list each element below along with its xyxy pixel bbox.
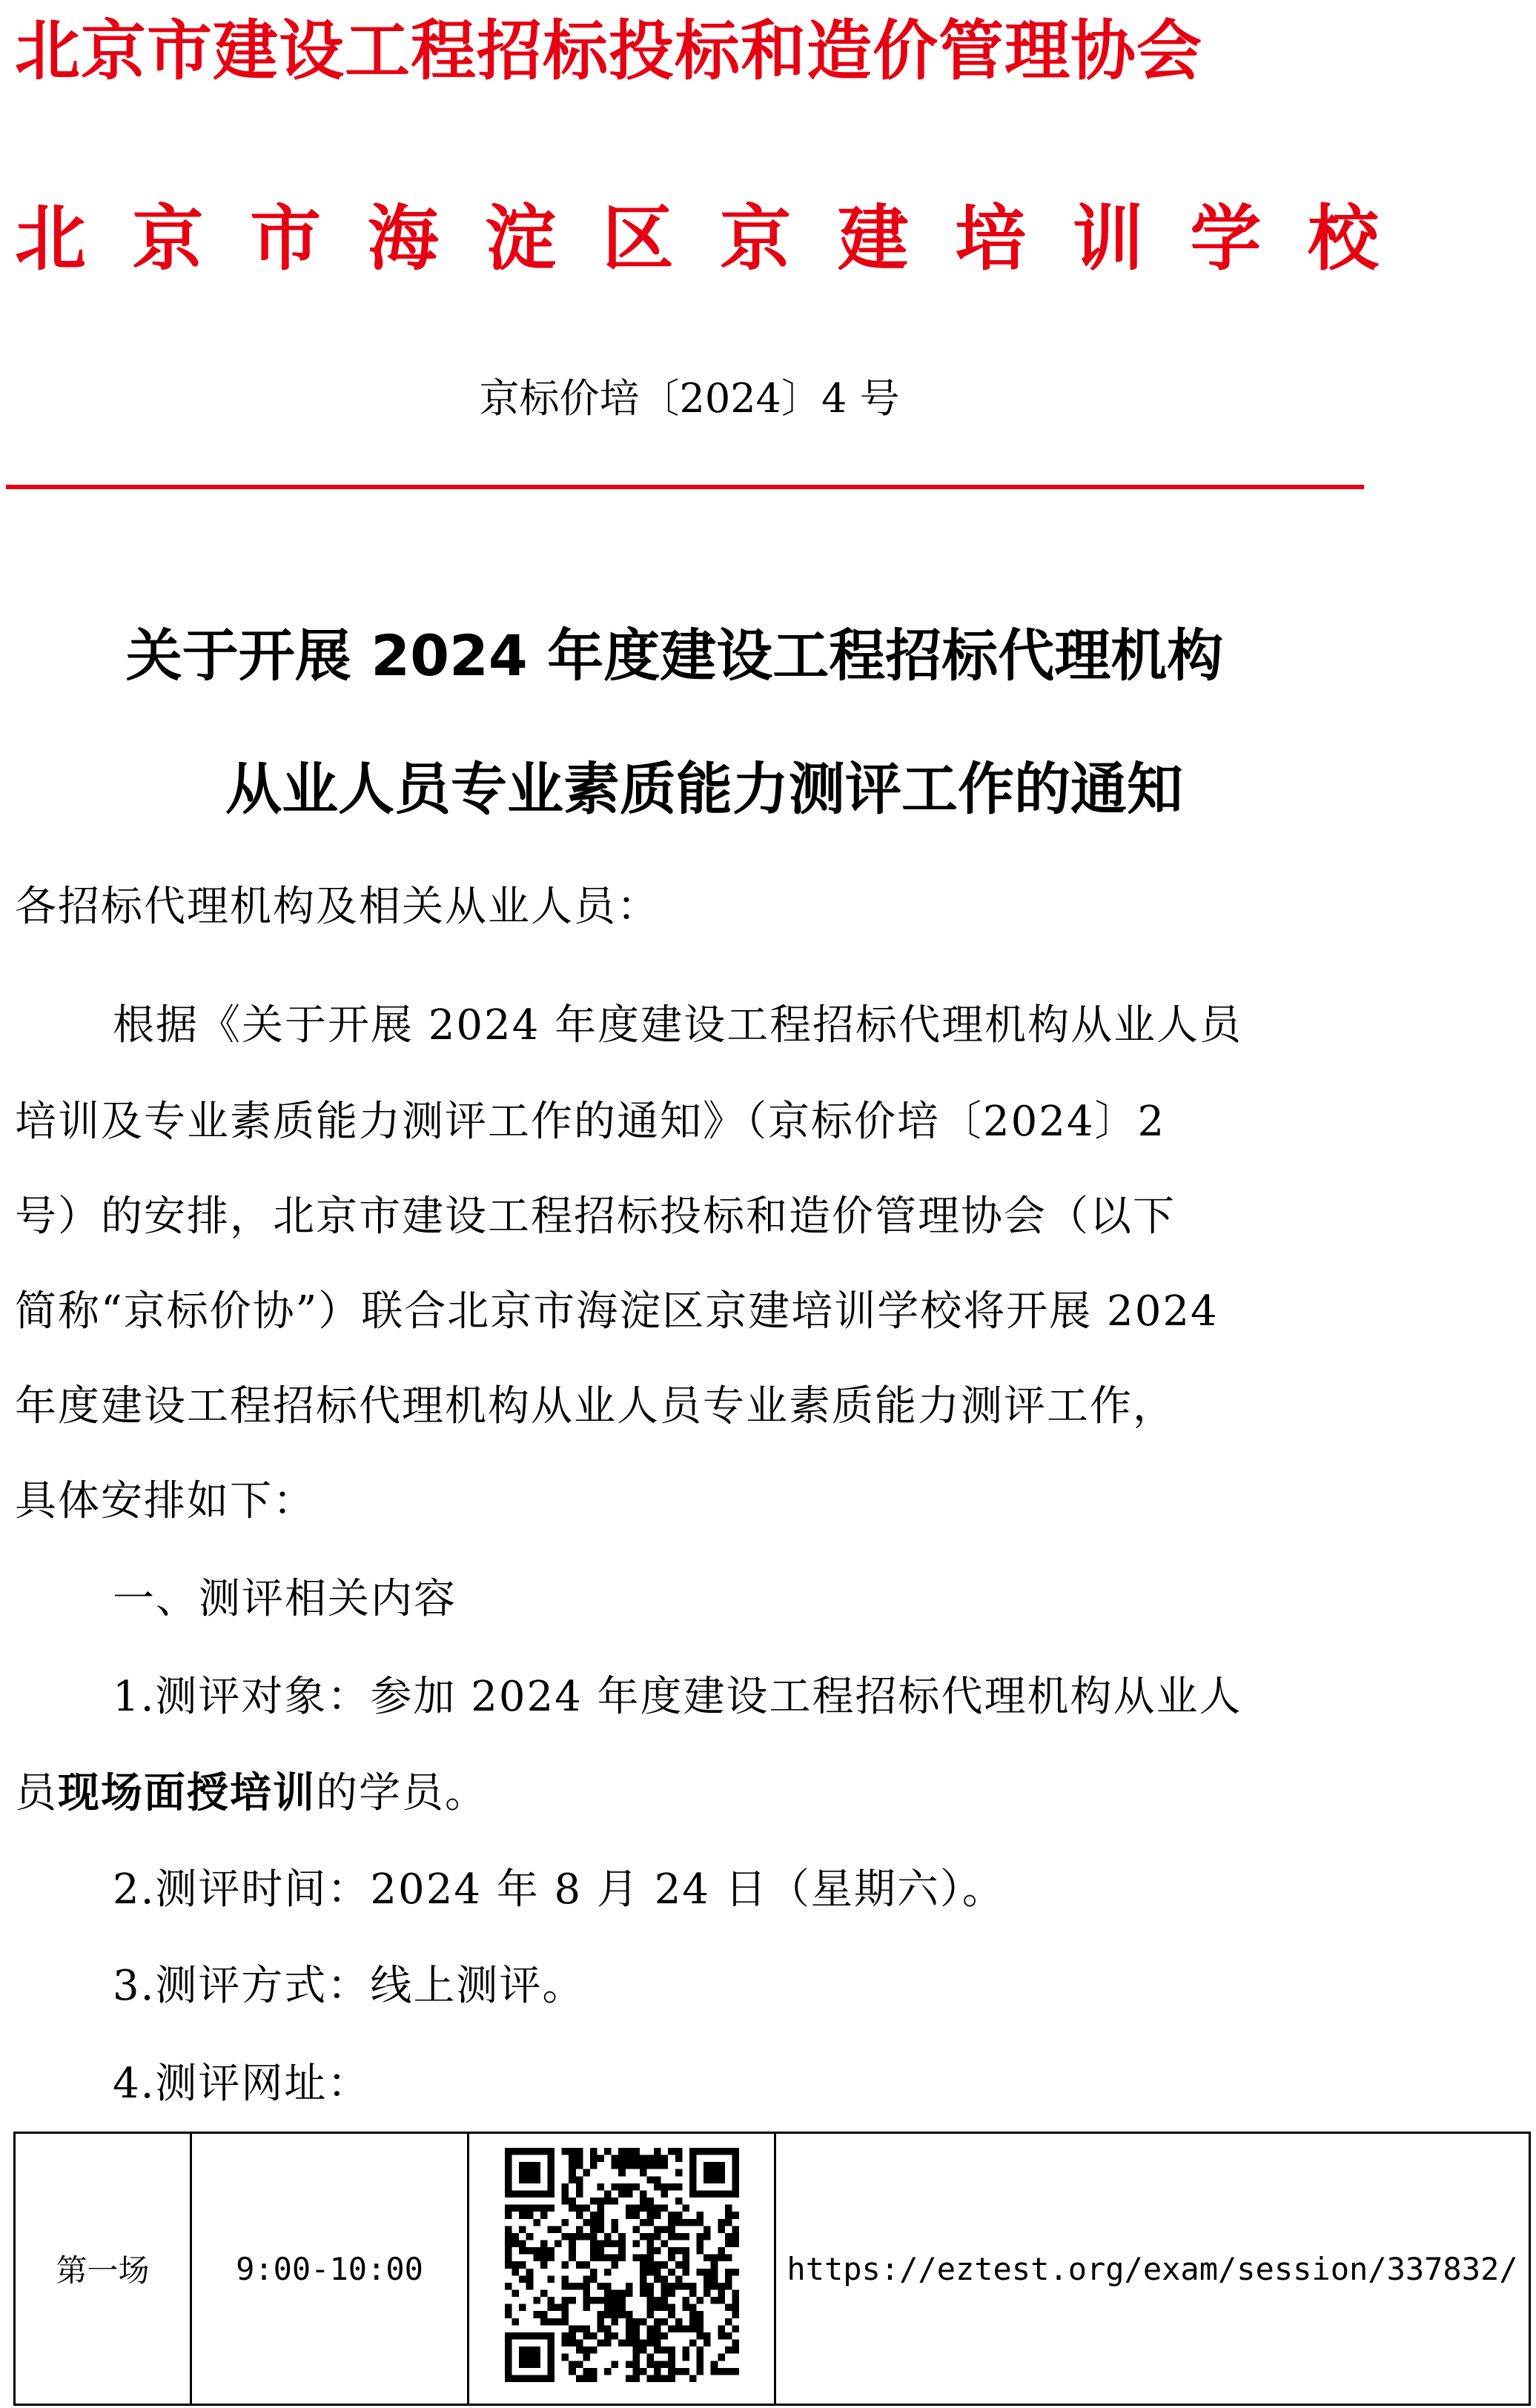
session-qr-cell [469, 2133, 775, 2405]
issuer-school-char: 淀 [485, 197, 557, 280]
intro-line: 号）的安排，北京市建设工程招标投标和造价管理协会（以下 [15, 1193, 1176, 1241]
issuer-school-char: 学 [1190, 197, 1262, 280]
session-url-link[interactable]: https://eztest.org/exam/session/337832/ [775, 2133, 1530, 2405]
item-1-line-2 [15, 1764, 1364, 1823]
intro-line: 具体安排如下： [15, 1477, 316, 1525]
session-table [13, 2132, 1531, 2406]
intro-line: 培训及专业素质能力测评工作的通知》（京标价培〔2024〕2 [15, 1098, 1166, 1146]
red-divider-line [6, 485, 1364, 489]
document-number: 京标价培〔2024〕4 号 [479, 375, 900, 422]
intro-line: 简称“京标价协”）联合北京市海淀区京建培训学校将开展 2024 [15, 1287, 1219, 1336]
issuer-school-char: 训 [1072, 197, 1144, 280]
issuer-school-char: 校 [1307, 197, 1379, 280]
item-3: 3.测评方式：线上测评。 [113, 1962, 586, 2010]
item-1-suffix: 的学员。 [316, 1769, 488, 1817]
table-row [15, 2133, 1530, 2405]
session-name: 第一场 [15, 2133, 191, 2405]
item-4: 4.测评网址： [113, 2060, 371, 2108]
notice-title-line-2: 从业人员专业素质能力测评工作的通知 [225, 756, 1183, 822]
salutation: 各招标代理机构及相关从业人员： [15, 883, 660, 931]
issuer-school-char: 海 [367, 197, 439, 280]
item-1-line-1: 1.测评对象：参加 2024 年度建设工程招标代理机构从业人 [113, 1673, 1242, 1721]
intro-line: 年度建设工程招标代理机构从业人员专业素质能力测评工作， [15, 1382, 1176, 1430]
notice-title-line-1: 关于开展 2024 年度建设工程招标代理机构 [125, 623, 1224, 689]
issuer-school-char: 京 [720, 197, 792, 280]
issuer-association-name: 北京市建设工程招标投标和造价管理协会 [15, 13, 1203, 89]
session-time: 9:00-10:00 [191, 2133, 469, 2405]
item-1-prefix: 员 [15, 1769, 58, 1817]
item-1-bold-text: 现场面授培训 [58, 1769, 316, 1817]
intro-line: 根据《关于开展 2024 年度建设工程招标代理机构从业人员 [113, 1001, 1243, 1049]
issuer-school-char: 培 [955, 197, 1027, 280]
item-2: 2.测评时间：2024 年 8 月 24 日（星期六）。 [113, 1865, 1005, 1914]
issuer-school-char: 建 [837, 197, 909, 280]
issuer-school-char: 京 [132, 197, 204, 280]
issuer-school-char: 北 [15, 197, 86, 280]
section-heading: 一、测评相关内容 [113, 1575, 457, 1623]
issuer-school-char: 区 [602, 197, 674, 280]
issuer-school-name [15, 194, 1379, 283]
qr-code-icon[interactable] [505, 2148, 739, 2382]
issuer-school-char: 市 [250, 197, 322, 280]
